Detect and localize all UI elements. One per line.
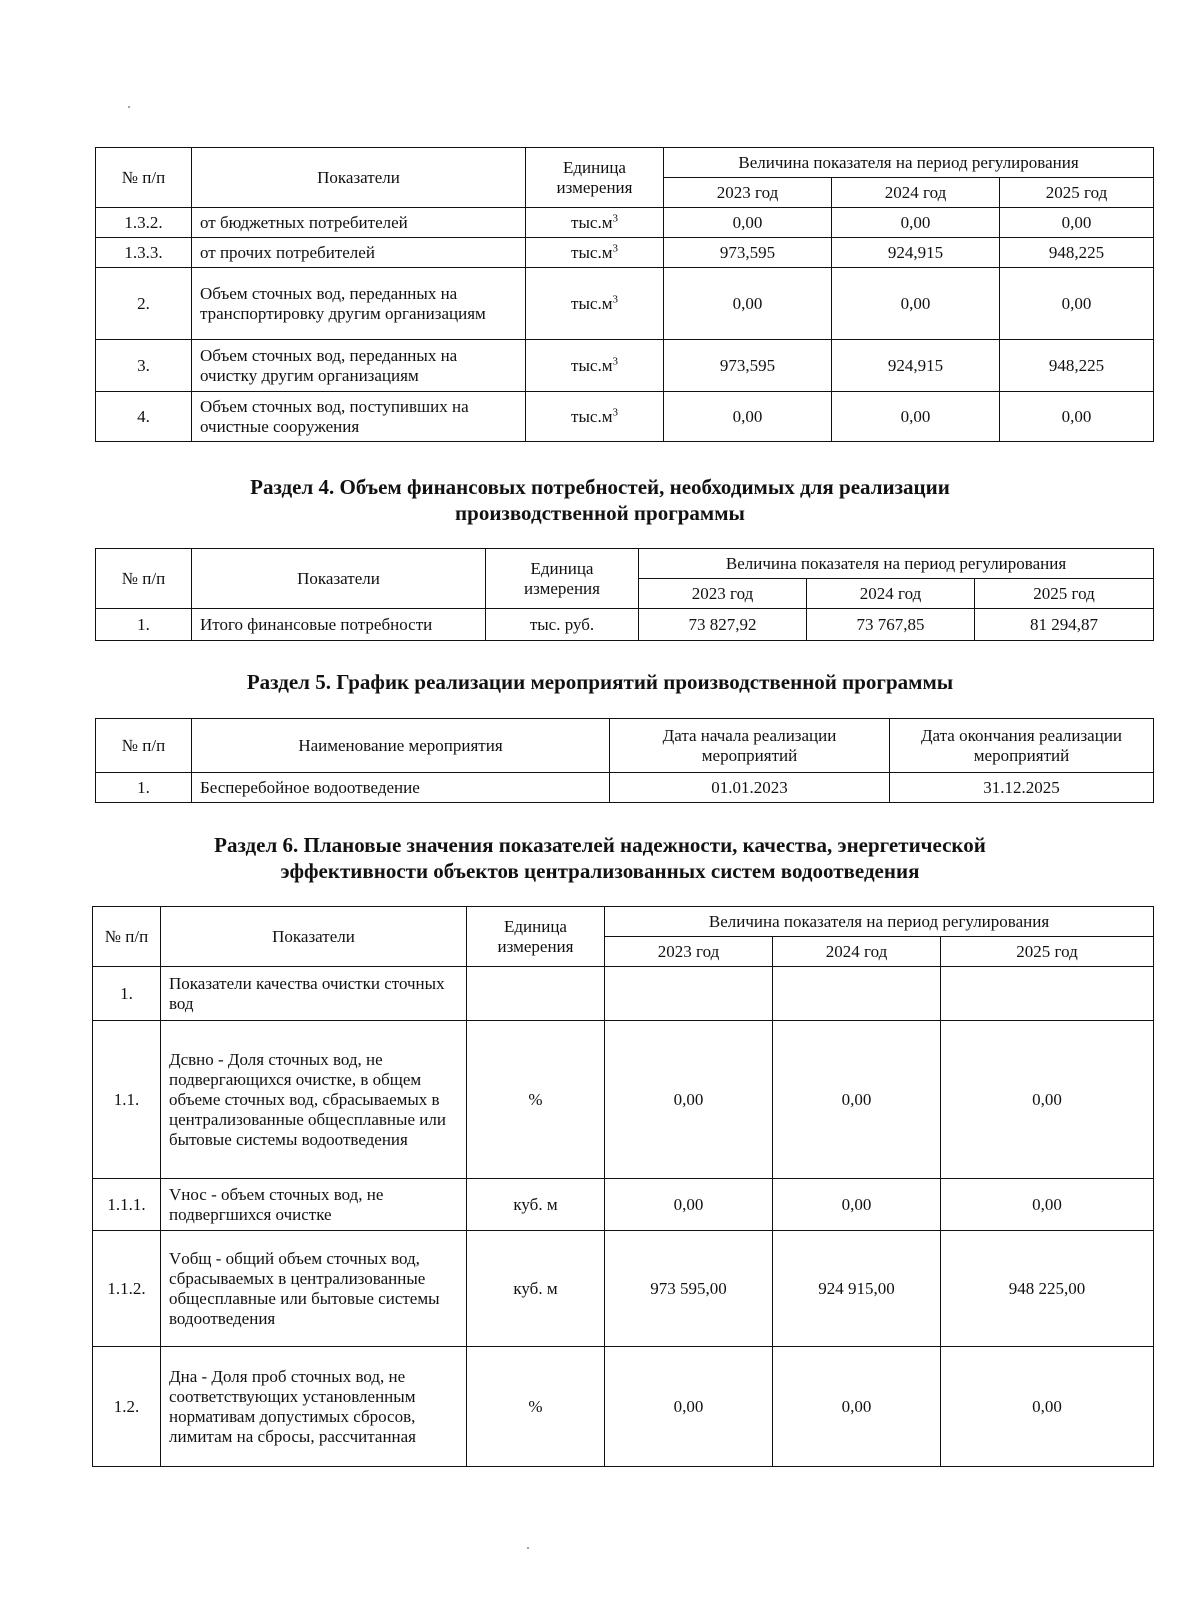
header-period: Величина показателя на период регулирования — [664, 148, 1154, 178]
table-row — [96, 392, 1154, 442]
unit-text: тыс.м — [571, 355, 613, 375]
row-name: Объем сточных вод, поступивших на очистные сооружения — [192, 392, 526, 442]
table-row — [96, 268, 1154, 340]
row-value-2023: 0,00 — [664, 208, 832, 238]
row-unit — [467, 967, 605, 1021]
header-num: № п/п — [96, 148, 192, 208]
row-num: 1.1. — [93, 1021, 161, 1179]
row-unit — [526, 392, 664, 442]
table-row — [96, 773, 1154, 803]
section4-title — [0, 474, 1200, 526]
row-name: от бюджетных потребителей — [192, 208, 526, 238]
row-name: Vобщ - общий объем сточных вод, сбрасываемых в централизованные общесплавные или бытовые системы водоотведения — [161, 1231, 467, 1347]
row-value-2025: 81 294,87 — [975, 609, 1154, 641]
unit-text: тыс.м — [571, 406, 613, 426]
row-value-2023 — [605, 967, 773, 1021]
row-num: 1. — [96, 609, 192, 641]
reliability-table — [92, 906, 1154, 1467]
header-year: 2024 год — [773, 937, 941, 967]
row-num: 4. — [96, 392, 192, 442]
scan-speck — [128, 106, 130, 108]
header-year: 2023 год — [639, 579, 807, 609]
row-value-2023: 73 827,92 — [639, 609, 807, 641]
unit-text: тыс.м — [571, 242, 613, 262]
row-num: 1. — [93, 967, 161, 1021]
row-value-2025: 0,00 — [941, 1179, 1154, 1231]
row-value-2024: 0,00 — [832, 268, 1000, 340]
row-value-2025: 0,00 — [941, 1021, 1154, 1179]
row-value-2024: 924 915,00 — [773, 1231, 941, 1347]
unit-exponent: 3 — [612, 211, 618, 224]
row-name: Дсвно - Доля сточных вод, не подвергающихся очистке, в общем объеме сточных вод, сбрасываемых в централизованные общесплавные или бытовые системы водоотведения — [161, 1021, 467, 1179]
row-value-2023: 0,00 — [605, 1021, 773, 1179]
header-num: № п/п — [96, 549, 192, 609]
section6-title — [0, 832, 1200, 884]
row-value-2025: 0,00 — [1000, 208, 1154, 238]
unit-exponent: 3 — [612, 292, 618, 305]
row-value-2023: 0,00 — [605, 1347, 773, 1467]
unit-exponent: 3 — [612, 241, 618, 254]
row-value-2024: 0,00 — [773, 1347, 941, 1467]
table-row — [96, 208, 1154, 238]
section6-title-line1: Раздел 6. Плановые значения показателей надежности, качества, энергетической — [214, 833, 986, 857]
table-row — [96, 340, 1154, 392]
row-value-2024: 924,915 — [832, 340, 1000, 392]
row-value-2023: 973,595 — [664, 238, 832, 268]
scan-speck — [527, 1547, 529, 1549]
row-value-2025: 948,225 — [1000, 238, 1154, 268]
row-unit — [526, 340, 664, 392]
row-value-2024: 0,00 — [832, 208, 1000, 238]
finance-table — [95, 548, 1154, 641]
row-value-2025 — [941, 967, 1154, 1021]
row-value-2023: 973,595 — [664, 340, 832, 392]
row-name: Бесперебойное водоотведение — [192, 773, 610, 803]
header-year: 2025 год — [941, 937, 1154, 967]
row-value-2023: 0,00 — [664, 268, 832, 340]
section6-title-line2: эффективности объектов централизованных систем водоотведения — [280, 859, 920, 883]
row-name: Объем сточных вод, переданных на транспортировку другим организациям — [192, 268, 526, 340]
unit-exponent: 3 — [612, 405, 618, 418]
row-start-date: 01.01.2023 — [610, 773, 890, 803]
table-row — [96, 609, 1154, 641]
row-name: Дна - Доля проб сточных вод, не соответствующих установленным нормативам допустимых сбросов, лимитам на сбросы, рассчитанная — [161, 1347, 467, 1467]
unit-exponent: 3 — [612, 354, 618, 367]
row-num: 1.3.3. — [96, 238, 192, 268]
row-end-date: 31.12.2025 — [890, 773, 1154, 803]
row-num: 1.3.2. — [96, 208, 192, 238]
row-unit — [526, 208, 664, 238]
header-period: Величина показателя на период регулирования — [605, 907, 1154, 937]
row-value-2025: 0,00 — [1000, 268, 1154, 340]
row-unit: тыс. руб. — [486, 609, 639, 641]
row-num: 2. — [96, 268, 192, 340]
row-value-2024: 0,00 — [832, 392, 1000, 442]
row-num: 1. — [96, 773, 192, 803]
header-year: 2023 год — [664, 178, 832, 208]
header-unit: Единица измерения — [486, 549, 639, 609]
row-name: Показатели качества очистки сточных вод — [161, 967, 467, 1021]
table-row — [93, 1231, 1154, 1347]
header-end-date: Дата окончания реализации мероприятий — [890, 719, 1154, 773]
row-value-2024: 0,00 — [773, 1021, 941, 1179]
header-indicator: Показатели — [161, 907, 467, 967]
row-name: Vнос - объем сточных вод, не подвергшихся очистке — [161, 1179, 467, 1231]
header-unit: Единица измерения — [467, 907, 605, 967]
row-num: 1.1.2. — [93, 1231, 161, 1347]
header-year: 2024 год — [832, 178, 1000, 208]
row-unit: куб. м — [467, 1231, 605, 1347]
header-period: Величина показателя на период регулирования — [639, 549, 1154, 579]
header-year: 2024 год — [807, 579, 975, 609]
row-num: 3. — [96, 340, 192, 392]
header-indicator: Показатели — [192, 549, 486, 609]
row-value-2024: 73 767,85 — [807, 609, 975, 641]
header-indicator: Показатели — [192, 148, 526, 208]
section5-title: Раздел 5. График реализации мероприятий производственной программы — [246, 670, 954, 694]
table-row — [93, 1179, 1154, 1231]
table-row — [96, 238, 1154, 268]
header-year: 2025 год — [1000, 178, 1154, 208]
row-value-2024: 924,915 — [832, 238, 1000, 268]
row-value-2025: 0,00 — [1000, 392, 1154, 442]
unit-text: тыс.м — [571, 212, 613, 232]
header-start-date: Дата начала реализации мероприятий — [610, 719, 890, 773]
header-unit: Единица измерения — [526, 148, 664, 208]
header-event-name: Наименование мероприятия — [192, 719, 610, 773]
row-unit: % — [467, 1347, 605, 1467]
row-value-2024: 0,00 — [773, 1179, 941, 1231]
row-value-2023: 0,00 — [664, 392, 832, 442]
row-num: 1.1.1. — [93, 1179, 161, 1231]
volume-table — [95, 147, 1154, 442]
header-num: № п/п — [93, 907, 161, 967]
row-unit — [526, 238, 664, 268]
row-value-2025: 0,00 — [941, 1347, 1154, 1467]
table-row — [93, 1347, 1154, 1467]
row-value-2025: 948 225,00 — [941, 1231, 1154, 1347]
row-value-2023: 973 595,00 — [605, 1231, 773, 1347]
unit-text: тыс.м — [571, 293, 613, 313]
section4-title-line1: Раздел 4. Объем финансовых потребностей, необходимых для реализации — [250, 475, 950, 499]
table-row — [93, 967, 1154, 1021]
row-unit: % — [467, 1021, 605, 1179]
row-name: от прочих потребителей — [192, 238, 526, 268]
row-value-2024 — [773, 967, 941, 1021]
row-unit: куб. м — [467, 1179, 605, 1231]
row-value-2023: 0,00 — [605, 1179, 773, 1231]
header-year: 2025 год — [975, 579, 1154, 609]
row-name: Объем сточных вод, переданных на очистку другим организациям — [192, 340, 526, 392]
row-value-2025: 948,225 — [1000, 340, 1154, 392]
section4-title-line2: производственной программы — [455, 501, 745, 525]
table-row — [93, 1021, 1154, 1179]
row-name: Итого финансовые потребности — [192, 609, 486, 641]
header-year: 2023 год — [605, 937, 773, 967]
row-num: 1.2. — [93, 1347, 161, 1467]
row-unit — [526, 268, 664, 340]
header-num: № п/п — [96, 719, 192, 773]
schedule-table — [95, 718, 1154, 803]
